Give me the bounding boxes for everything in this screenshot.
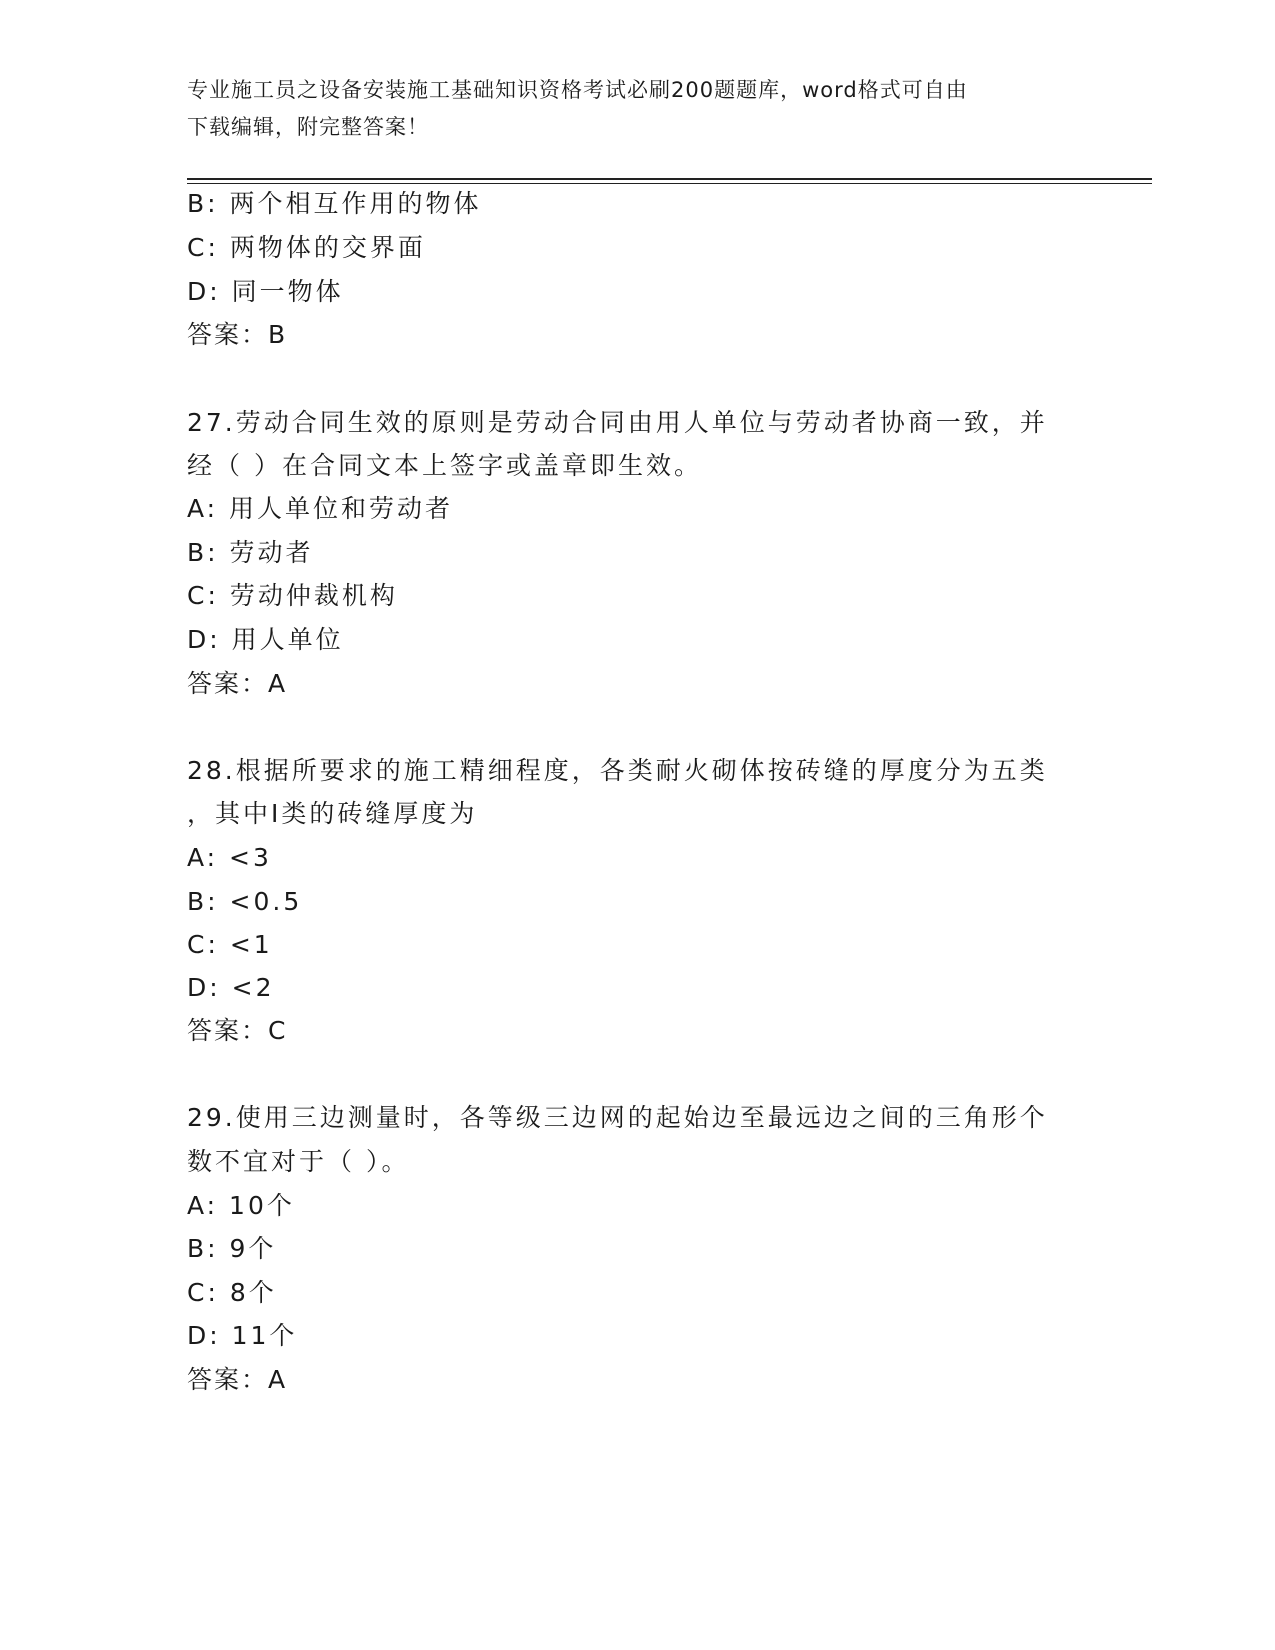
header-rule-thick xyxy=(187,178,1152,180)
option-line: D: 同一物体 xyxy=(187,277,344,306)
answer-line: 答案：C xyxy=(187,1016,288,1045)
option-line: B: 劳动者 xyxy=(187,538,314,567)
header-line-1: 专业施工员之设备安装施工基础知识资格考试必刷200题题库，word格式可自由 xyxy=(187,78,968,102)
option-line: B: 两个相互作用的物体 xyxy=(187,189,482,218)
answer-line: 答案：B xyxy=(187,320,288,349)
option-line: A: 用人单位和劳动者 xyxy=(187,494,454,523)
answer-line: 答案：A xyxy=(187,1365,288,1394)
question-stem-line: 29.使用三边测量时，各等级三边网的起始边至最远边之间的三角形个 xyxy=(187,1103,1048,1132)
option-line: D: 用人单位 xyxy=(187,625,344,654)
option-line: C: 8个 xyxy=(187,1278,277,1307)
question-stem-line: 数不宜对于（ ）。 xyxy=(187,1147,410,1176)
option-line: A: <3 xyxy=(187,843,272,872)
document-header xyxy=(187,72,1087,146)
option-line: D: <2 xyxy=(187,973,275,1002)
option-line: D: 11个 xyxy=(187,1321,298,1350)
option-line: B: 9个 xyxy=(187,1234,277,1263)
option-line: B: <0.5 xyxy=(187,887,303,916)
header-line-2: 下载编辑，附完整答案！ xyxy=(187,115,429,139)
question-stem-line: 27.劳动合同生效的原则是劳动合同由用人单位与劳动者协商一致，并 xyxy=(187,408,1048,437)
option-line: C: 劳动仲裁机构 xyxy=(187,581,398,610)
option-line: C: <1 xyxy=(187,930,273,959)
option-line: A: 10个 xyxy=(187,1191,295,1220)
answer-line: 答案：A xyxy=(187,669,288,698)
header-rule-thin xyxy=(187,183,1152,184)
question-stem-line: 28.根据所要求的施工精细程度，各类耐火砌体按砖缝的厚度分为五类 xyxy=(187,756,1048,785)
question-stem-line: ，其中Ⅰ类的砖缝厚度为 xyxy=(187,799,478,828)
option-line: C: 两物体的交界面 xyxy=(187,233,426,262)
question-stem-line: 经（ ）在合同文本上签字或盖章即生效。 xyxy=(187,451,702,480)
